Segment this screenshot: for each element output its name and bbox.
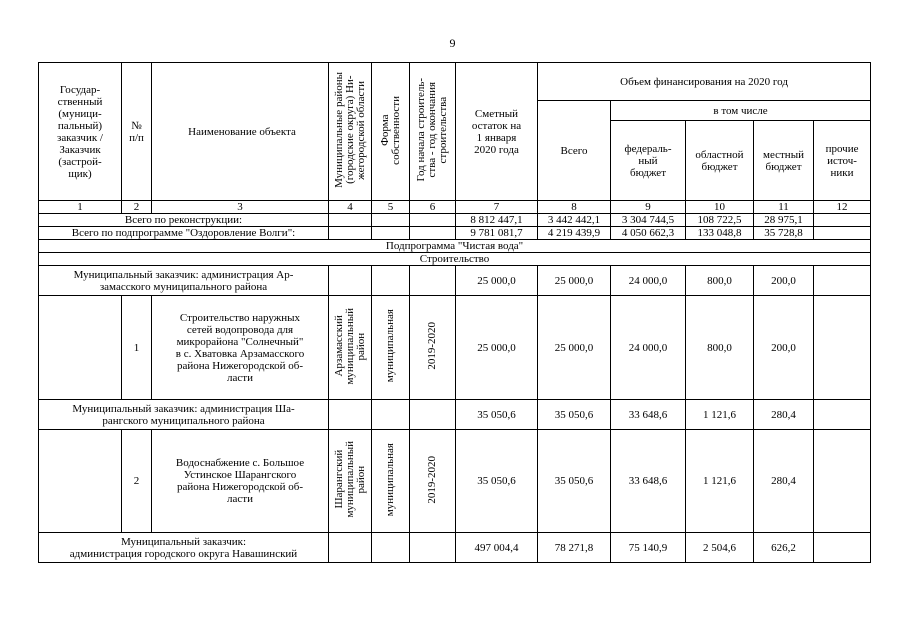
financing-table (38, 62, 871, 563)
customer-estimate: 35 050,6 (456, 400, 538, 430)
customer-other (814, 400, 871, 430)
customer-federal: 33 648,6 (611, 400, 686, 430)
col-number: 6 (410, 201, 456, 214)
object-ownership: муниципальная (372, 430, 410, 533)
col-number: 8 (538, 201, 611, 214)
customer-local: 626,2 (754, 533, 814, 563)
object-federal: 24 000,0 (611, 296, 686, 400)
object-name: Строительство наружных сетей водопровода для микрорайона "Солнечный" в с. Хватовка Арзамасского района Нижегородской об- ласти (152, 296, 329, 400)
col-number: 10 (686, 201, 754, 214)
summary-row (39, 214, 871, 227)
column-numbers-row (39, 201, 871, 214)
customer-estimate: 497 004,4 (456, 533, 538, 563)
customer-total: 78 271,8 (538, 533, 611, 563)
customer-local: 200,0 (754, 266, 814, 296)
object-district: Шарангский муниципальный район (329, 430, 372, 533)
customer-regional: 1 121,6 (686, 400, 754, 430)
customer-row (39, 533, 871, 563)
header-customer: Государ- ственный (муници- пальный) заказчик / Заказчик (застрой- щик) (39, 63, 122, 201)
object-estimate: 35 050,6 (456, 430, 538, 533)
col-number: 5 (372, 201, 410, 214)
summary-total: 4 219 439,9 (538, 227, 611, 240)
object-total: 35 050,6 (538, 430, 611, 533)
header-number: № п/п (122, 63, 152, 201)
object-years: 2019-2020 (410, 296, 456, 400)
col-number: 11 (754, 201, 814, 214)
object-total: 25 000,0 (538, 296, 611, 400)
object-estimate: 25 000,0 (456, 296, 538, 400)
col-number: 3 (152, 201, 329, 214)
customer-label: Муниципальный заказчик: администрация Ша- рангского муниципального района (39, 400, 329, 430)
customer-total: 25 000,0 (538, 266, 611, 296)
header-federal: федераль- ный бюджет (611, 121, 686, 201)
col-number: 4 (329, 201, 372, 214)
object-other (814, 296, 871, 400)
summary-estimate: 9 781 081,7 (456, 227, 538, 240)
customer-estimate: 25 000,0 (456, 266, 538, 296)
object-row (39, 296, 871, 400)
object-regional: 1 121,6 (686, 430, 754, 533)
header-estimate: Сметный остаток на 1 января 2020 года (456, 63, 538, 201)
subprogram-title: Подпрограмма "Чистая вода" (39, 240, 871, 253)
summary-estimate: 8 812 447,1 (456, 214, 538, 227)
object-federal: 33 648,6 (611, 430, 686, 533)
object-district: Арзамасский муниципальный район (329, 296, 372, 400)
object-row (39, 430, 871, 533)
header-ownership: Форма собственности (372, 63, 410, 201)
customer-regional: 2 504,6 (686, 533, 754, 563)
summary-local: 28 975,1 (754, 214, 814, 227)
object-years: 2019-2020 (410, 430, 456, 533)
object-local: 280,4 (754, 430, 814, 533)
object-regional: 800,0 (686, 296, 754, 400)
header-other: прочие источ- ники (814, 121, 871, 201)
header-local: местный бюджет (754, 121, 814, 201)
header-including: в том числе (611, 101, 871, 121)
summary-local: 35 728,8 (754, 227, 814, 240)
object-number: 1 (122, 296, 152, 400)
summary-regional: 108 722,5 (686, 214, 754, 227)
object-number: 2 (122, 430, 152, 533)
section-title: Строительство (39, 253, 871, 266)
customer-row (39, 266, 871, 296)
customer-label: Муниципальный заказчик: администрация городского округа Навашинский (39, 533, 329, 563)
customer-local: 280,4 (754, 400, 814, 430)
customer-total: 35 050,6 (538, 400, 611, 430)
summary-federal: 3 304 744,5 (611, 214, 686, 227)
page-number: 9 (449, 36, 456, 50)
header-regional: областной бюджет (686, 121, 754, 201)
summary-other (814, 227, 871, 240)
summary-label: Всего по подпрограмме "Оздоровление Волги": (39, 227, 329, 240)
customer-federal: 24 000,0 (611, 266, 686, 296)
object-ownership: муниципальная (372, 296, 410, 400)
header-total: Всего (538, 101, 611, 201)
summary-row (39, 227, 871, 240)
col-number: 12 (814, 201, 871, 214)
customer-other (814, 266, 871, 296)
col-number: 1 (39, 201, 122, 214)
customer-row (39, 400, 871, 430)
col-number: 9 (611, 201, 686, 214)
object-local: 200,0 (754, 296, 814, 400)
summary-label: Всего по реконструкции: (39, 214, 329, 227)
summary-other (814, 214, 871, 227)
col-number: 7 (456, 201, 538, 214)
header-financing: Объем финансирования на 2020 год (538, 63, 871, 101)
summary-federal: 4 050 662,3 (611, 227, 686, 240)
customer-label: Муниципальный заказчик: администрация Ар- замасского муниципального района (39, 266, 329, 296)
header-object-name: Наименование объекта (152, 63, 329, 201)
object-name: Водоснабжение с. Большое Устинское Шарангского района Нижегородской об- ласти (152, 430, 329, 533)
customer-federal: 75 140,9 (611, 533, 686, 563)
customer-regional: 800,0 (686, 266, 754, 296)
summary-regional: 133 048,8 (686, 227, 754, 240)
summary-total: 3 442 442,1 (538, 214, 611, 227)
customer-other (814, 533, 871, 563)
col-number: 2 (122, 201, 152, 214)
header-years: Год начала строитель- ства - год окончания строительства (410, 63, 456, 201)
object-other (814, 430, 871, 533)
header-districts: Муниципальные районы (городские округа) Ни- жегородской области (329, 63, 372, 201)
